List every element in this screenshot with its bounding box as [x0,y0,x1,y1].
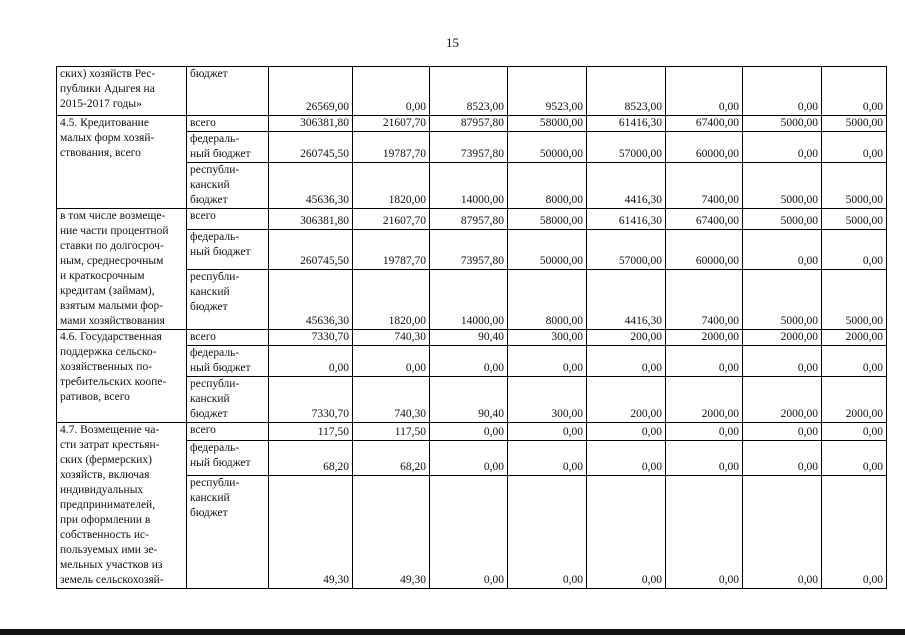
amount-cell: 200,00 [587,330,666,346]
amount-cell: 306381,80 [269,116,353,132]
amount-cell: 9523,00 [508,67,587,116]
funding-source-cell [187,346,269,377]
measure-name-line: и краткосрочным [60,270,145,282]
funding-source-line: ный бюджет [190,148,251,160]
amount-cell: 5000,00 [822,209,887,230]
measure-name-cell [57,67,187,116]
funding-source-line: канский [190,492,230,505]
amount-cell: 4416,30 [587,270,666,330]
amount-cell: 0,00 [666,441,743,476]
measure-name-line: пользуемых ими зе- [60,544,158,556]
funding-source-line: ный бюджет [190,362,251,374]
amount-cell: 2000,00 [822,330,887,346]
funding-source-line: всего [190,117,216,129]
funding-source-cell [187,209,269,230]
table-row [57,330,887,346]
amount-cell: 0,00 [822,67,887,116]
amount-cell: 0,00 [430,423,508,441]
amount-cell: 87957,80 [430,116,508,132]
funding-source-line: республи- [190,164,240,176]
amount-cell: 740,30 [353,377,430,423]
measure-name-line: индивидуальных [60,484,144,496]
amount-cell: 1820,00 [353,163,430,209]
amount-cell: 0,00 [508,346,587,377]
amount-cell: 14000,00 [430,163,508,209]
amount-cell: 61416,30 [587,209,666,230]
measure-name-line: мами хозяйствования [60,315,165,327]
amount-cell: 117,50 [269,423,353,441]
measure-name-line: предпринимателей, [60,499,156,511]
scan-bottom-edge [0,629,905,635]
funding-source-line: бюджет [190,301,228,314]
amount-cell: 45636,30 [269,163,353,209]
amount-cell: 2000,00 [666,377,743,423]
amount-cell: 0,00 [822,476,887,589]
amount-cell: 7330,70 [269,330,353,346]
funding-source-cell [187,377,269,423]
measure-name-line: публики Адыгея на [60,83,155,95]
amount-cell: 260745,50 [269,229,353,269]
amount-cell: 260745,50 [269,132,353,163]
funding-source-line: ный бюджет [190,457,251,470]
measure-name-line: хозяйственных по- [60,361,153,373]
amount-cell: 45636,30 [269,270,353,330]
amount-cell: 0,00 [269,346,353,377]
amount-cell: 0,00 [587,476,666,589]
measure-name-line: земель сельскохозяй- [60,574,164,586]
amount-cell: 57000,00 [587,229,666,269]
amount-cell: 67400,00 [666,116,743,132]
amount-cell: 5000,00 [822,116,887,132]
measure-name-cell [57,423,187,589]
funding-source-cell [187,270,269,330]
measure-name-cell [57,330,187,423]
amount-cell: 0,00 [743,423,822,441]
amount-cell: 1820,00 [353,270,430,330]
measure-name-line: малых форм хозяй- [60,132,155,144]
amount-cell: 68,20 [353,441,430,476]
amount-cell: 57000,00 [587,132,666,163]
amount-cell: 67400,00 [666,209,743,230]
amount-cell: 58000,00 [508,209,587,230]
amount-cell: 0,00 [666,476,743,589]
amount-cell: 0,00 [743,229,822,269]
measure-name-line: хозяйств, включая [60,469,150,481]
amount-cell: 87957,80 [430,209,508,230]
amount-cell: 2000,00 [666,330,743,346]
amount-cell: 5000,00 [743,116,822,132]
amount-cell: 4416,30 [587,163,666,209]
measure-name-line: кредитам (займам), [60,285,155,297]
measure-name-line: при оформлении в [60,514,151,526]
measure-name-line: ным, среднесрочным [60,255,164,267]
amount-cell: 300,00 [508,330,587,346]
measure-name-line: ствования, всего [60,147,141,159]
amount-cell: 73957,80 [430,132,508,163]
amount-cell: 90,40 [430,330,508,346]
amount-cell: 2000,00 [743,377,822,423]
measure-name-line: 2015-2017 годы» [60,98,142,110]
funding-source-line: всего [190,331,216,343]
amount-cell: 5000,00 [743,270,822,330]
amount-cell: 58000,00 [508,116,587,132]
measure-name-cell [57,209,187,330]
amount-cell: 0,00 [666,423,743,441]
amount-cell: 0,00 [587,441,666,476]
measure-name-line: ставки по долгосроч- [60,240,164,252]
table-row [57,67,887,116]
funding-source-cell [187,67,269,116]
amount-cell: 0,00 [430,346,508,377]
amount-cell: 5000,00 [743,209,822,230]
funding-source-cell [187,229,269,269]
amount-cell: 0,00 [822,229,887,269]
funding-source-line: ный бюджет [190,245,251,258]
funding-source-line: республи- [190,477,240,490]
amount-cell: 0,00 [353,346,430,377]
funding-source-cell [187,132,269,163]
amount-cell: 21607,70 [353,209,430,230]
measure-name-line: ние части процентной [60,225,169,237]
amount-cell: 5000,00 [822,163,887,209]
amount-cell: 2000,00 [822,377,887,423]
amount-cell: 19787,70 [353,229,430,269]
measure-name-line: мельных участков из [60,559,163,571]
amount-cell: 68,20 [269,441,353,476]
amount-cell: 8523,00 [430,67,508,116]
amount-cell: 0,00 [430,476,508,589]
amount-cell: 0,00 [743,67,822,116]
table-row [57,209,887,230]
amount-cell: 0,00 [587,346,666,377]
amount-cell: 0,00 [743,441,822,476]
amount-cell: 0,00 [587,423,666,441]
funding-source-line: канский [190,393,230,405]
measure-name-cell [57,116,187,209]
funding-source-line: всего [190,210,216,222]
funding-source-line: федераль- [190,442,240,455]
funding-source-line: республи- [190,378,240,390]
amount-cell: 8523,00 [587,67,666,116]
measure-name-line: ских (фермерских) [60,454,152,466]
amount-cell: 21607,70 [353,116,430,132]
table-row [57,116,887,132]
funding-source-cell [187,163,269,209]
funding-source-line: бюджет [190,507,228,520]
measure-name-line: ративов, всего [60,391,130,403]
amount-cell: 60000,00 [666,229,743,269]
amount-cell: 8000,00 [508,270,587,330]
amount-cell: 200,00 [587,377,666,423]
amount-cell: 5000,00 [822,270,887,330]
amount-cell: 61416,30 [587,116,666,132]
amount-cell: 50000,00 [508,229,587,269]
amount-cell: 73957,80 [430,229,508,269]
funding-source-cell [187,441,269,476]
amount-cell: 26569,00 [269,67,353,116]
funding-source-line: федераль- [190,230,240,243]
amount-cell: 7400,00 [666,163,743,209]
funding-source-line: всего [190,424,216,436]
funding-source-line: бюджет [190,194,228,206]
amount-cell: 0,00 [743,346,822,377]
amount-cell: 0,00 [666,346,743,377]
amount-cell: 19787,70 [353,132,430,163]
measure-name-line: собственность ис- [60,529,149,541]
funding-source-cell [187,330,269,346]
amount-cell: 0,00 [743,132,822,163]
amount-cell: 0,00 [743,476,822,589]
funding-source-cell [187,423,269,441]
amount-cell: 306381,80 [269,209,353,230]
amount-cell: 0,00 [822,132,887,163]
amount-cell: 0,00 [666,67,743,116]
measure-name-line: поддержка сельско- [60,346,157,358]
amount-cell: 8000,00 [508,163,587,209]
funding-source-line: бюджет [190,408,228,420]
measure-name-line: 4.5. Кредитование [60,117,149,129]
funding-source-line: канский [190,286,230,299]
funding-source-line: федераль- [190,347,240,359]
amount-cell: 5000,00 [743,163,822,209]
funding-source-cell [187,476,269,589]
amount-cell: 2000,00 [743,330,822,346]
amount-cell: 14000,00 [430,270,508,330]
amount-cell: 90,40 [430,377,508,423]
measure-name-line: 4.7. Возмещение ча- [60,424,160,436]
funding-source-line: республи- [190,271,240,284]
amount-cell: 49,30 [269,476,353,589]
measure-name-line: требительских коопе- [60,376,167,388]
amount-cell: 0,00 [353,67,430,116]
measure-name-line: взятым малыми фор- [60,300,164,312]
funding-source-line: канский [190,179,230,191]
budget-table [56,66,887,589]
amount-cell: 0,00 [508,476,587,589]
amount-cell: 117,50 [353,423,430,441]
measure-name-line: 4.6. Государственная [60,331,162,343]
amount-cell: 7400,00 [666,270,743,330]
amount-cell: 0,00 [430,441,508,476]
funding-source-line: федераль- [190,133,240,145]
measure-name-line: ских) хозяйств Рес- [60,68,156,80]
measure-name-line: в том числе возмеще- [60,210,166,222]
amount-cell: 740,30 [353,330,430,346]
amount-cell: 7330,70 [269,377,353,423]
funding-source-line: бюджет [190,68,228,80]
amount-cell: 0,00 [822,346,887,377]
amount-cell: 49,30 [353,476,430,589]
amount-cell: 0,00 [822,441,887,476]
funding-source-cell [187,116,269,132]
amount-cell: 60000,00 [666,132,743,163]
amount-cell: 0,00 [508,441,587,476]
page-number: 15 [446,35,459,50]
table-row [57,423,887,441]
measure-name-line: сти затрат крестьян- [60,439,160,451]
amount-cell: 300,00 [508,377,587,423]
amount-cell: 0,00 [508,423,587,441]
amount-cell: 0,00 [822,423,887,441]
amount-cell: 50000,00 [508,132,587,163]
